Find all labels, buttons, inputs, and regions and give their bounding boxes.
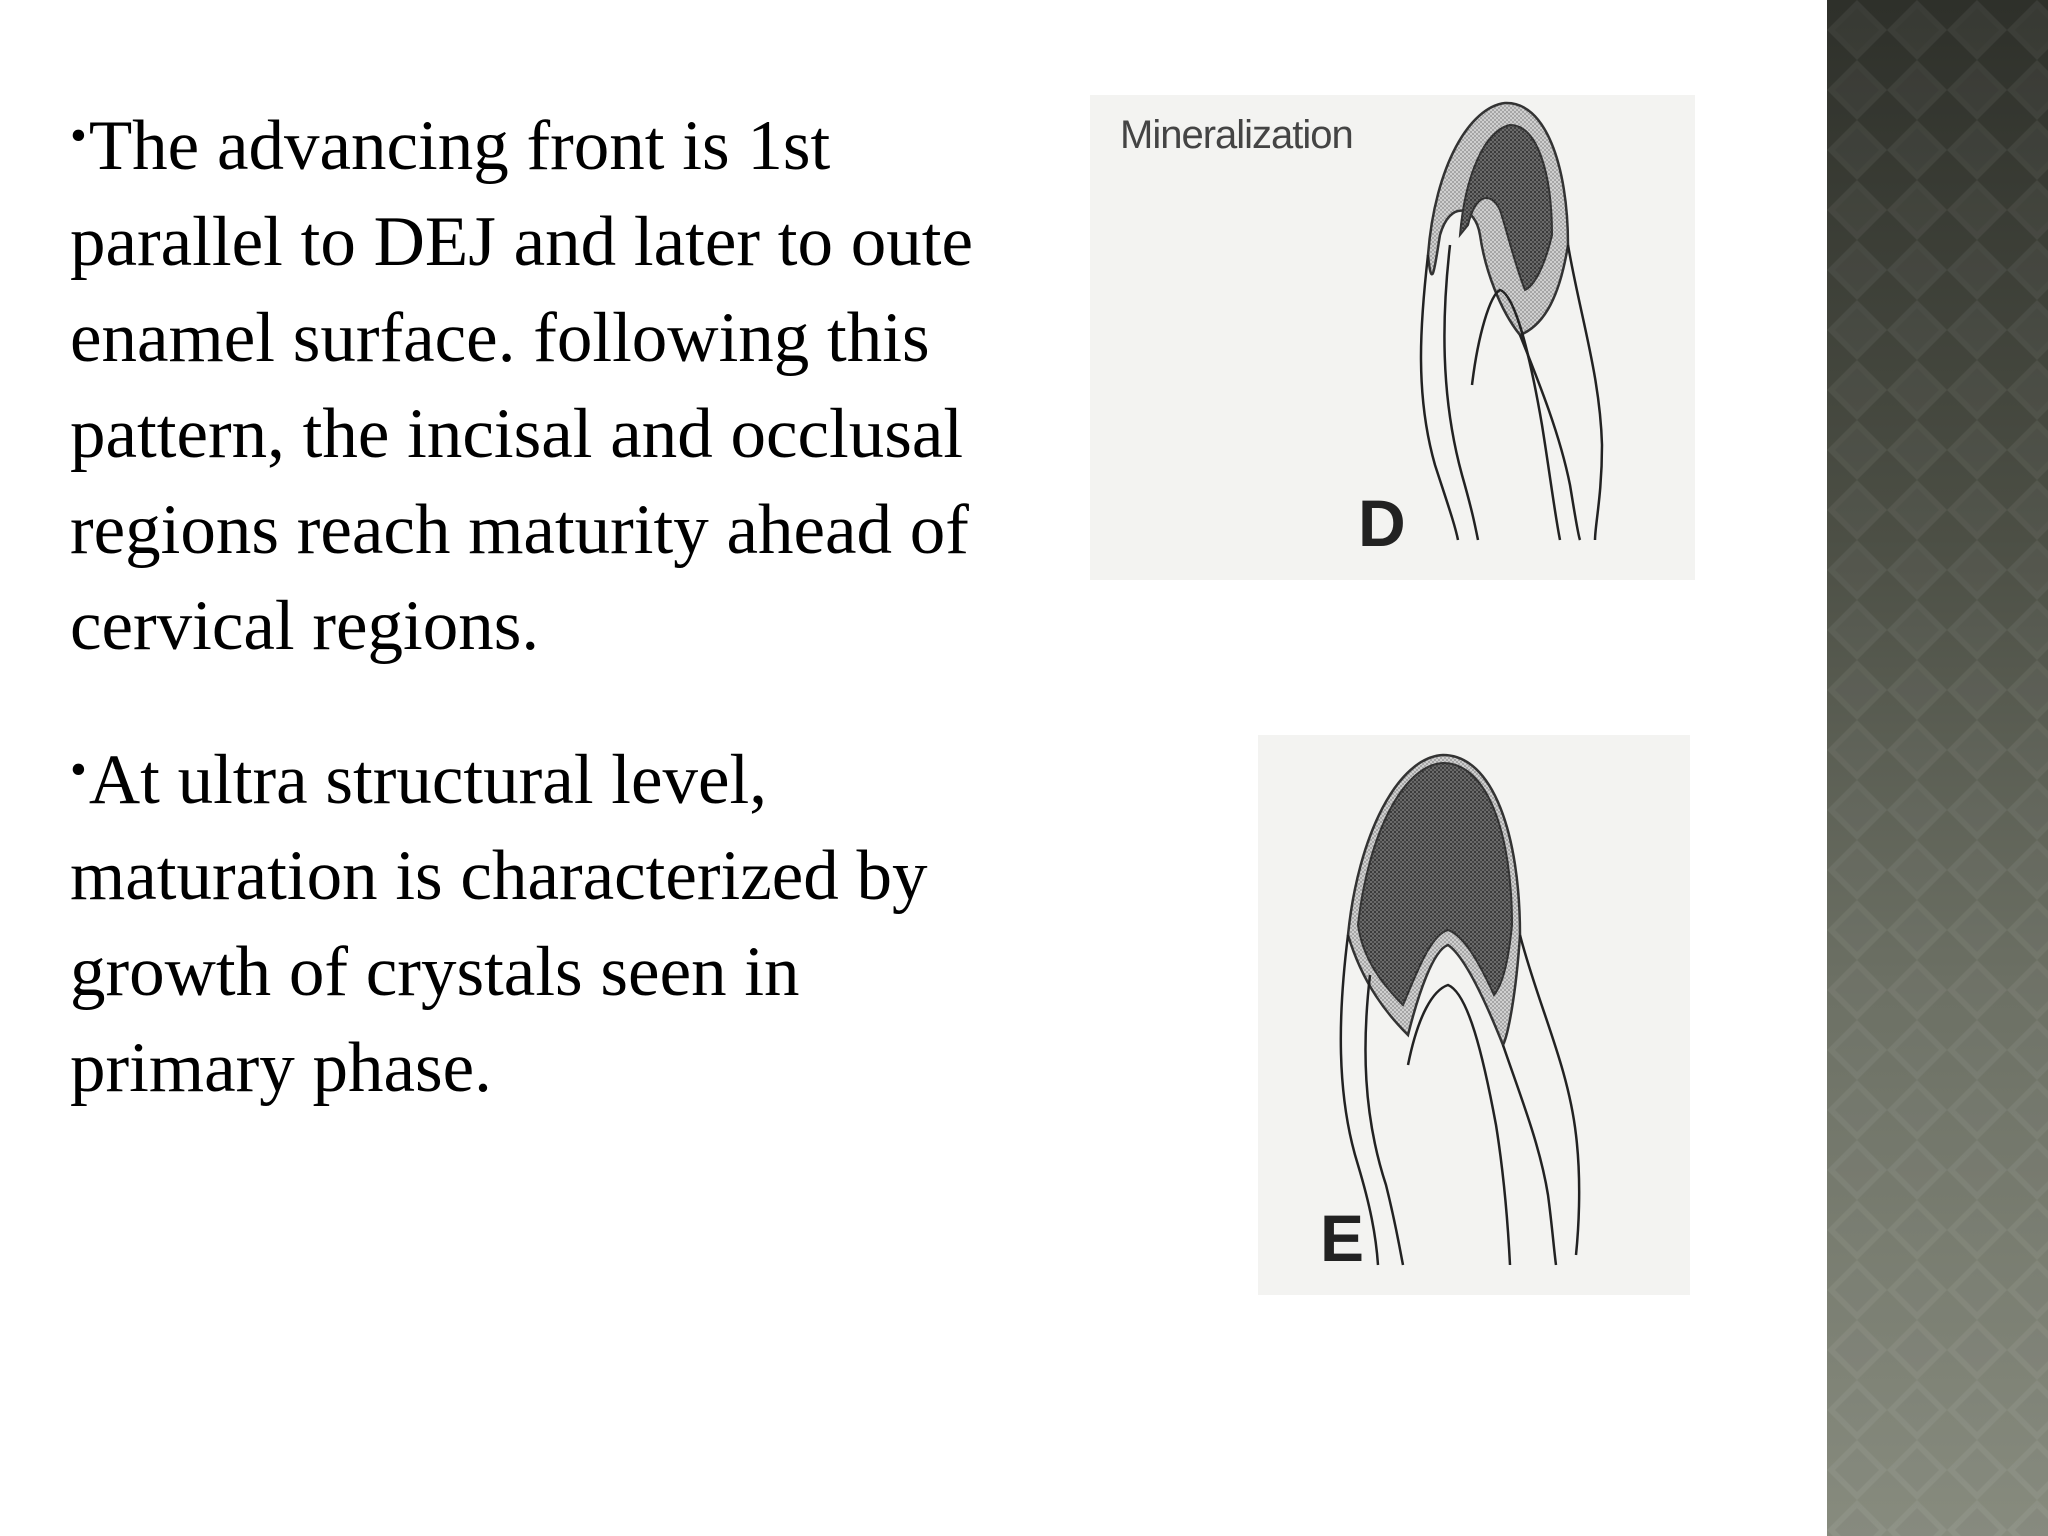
outline-left-outer [1421,255,1458,540]
bullet-text: At ultra structural level, maturation is characterized by growth of crystals seen in primary phase. [70,741,928,1107]
bullet-marker: • [70,743,87,796]
diamond-pattern-decoration [1827,0,2048,1536]
figure-label-d: D [1358,486,1406,560]
bullet-marker: • [70,109,87,162]
figure-label-e: E [1320,1201,1365,1275]
outline-right-inner [1520,335,1580,540]
bullet-advancing-front [70,88,1080,674]
enamel-mineralized [1358,763,1512,1005]
slide-body-text [70,88,1080,1188]
outline-left-inner [1444,245,1478,540]
tooth-diagram-e [1258,735,1690,1295]
mineralization-caption: Mineralization [1120,113,1353,157]
tooth-diagram-d [1090,95,1695,580]
outline-right-inner [1503,1045,1556,1265]
decorative-side-panel [1827,0,2048,1536]
outline-right-outer [1568,245,1602,540]
bullet-text: The advancing front is 1st parallel to DEJ and later to oute enamel surface. following this pattern, the incisal and occlusal regions reach maturity ahead of cervical regions. [70,107,973,665]
bullet-ultrastructural [70,722,1080,1116]
